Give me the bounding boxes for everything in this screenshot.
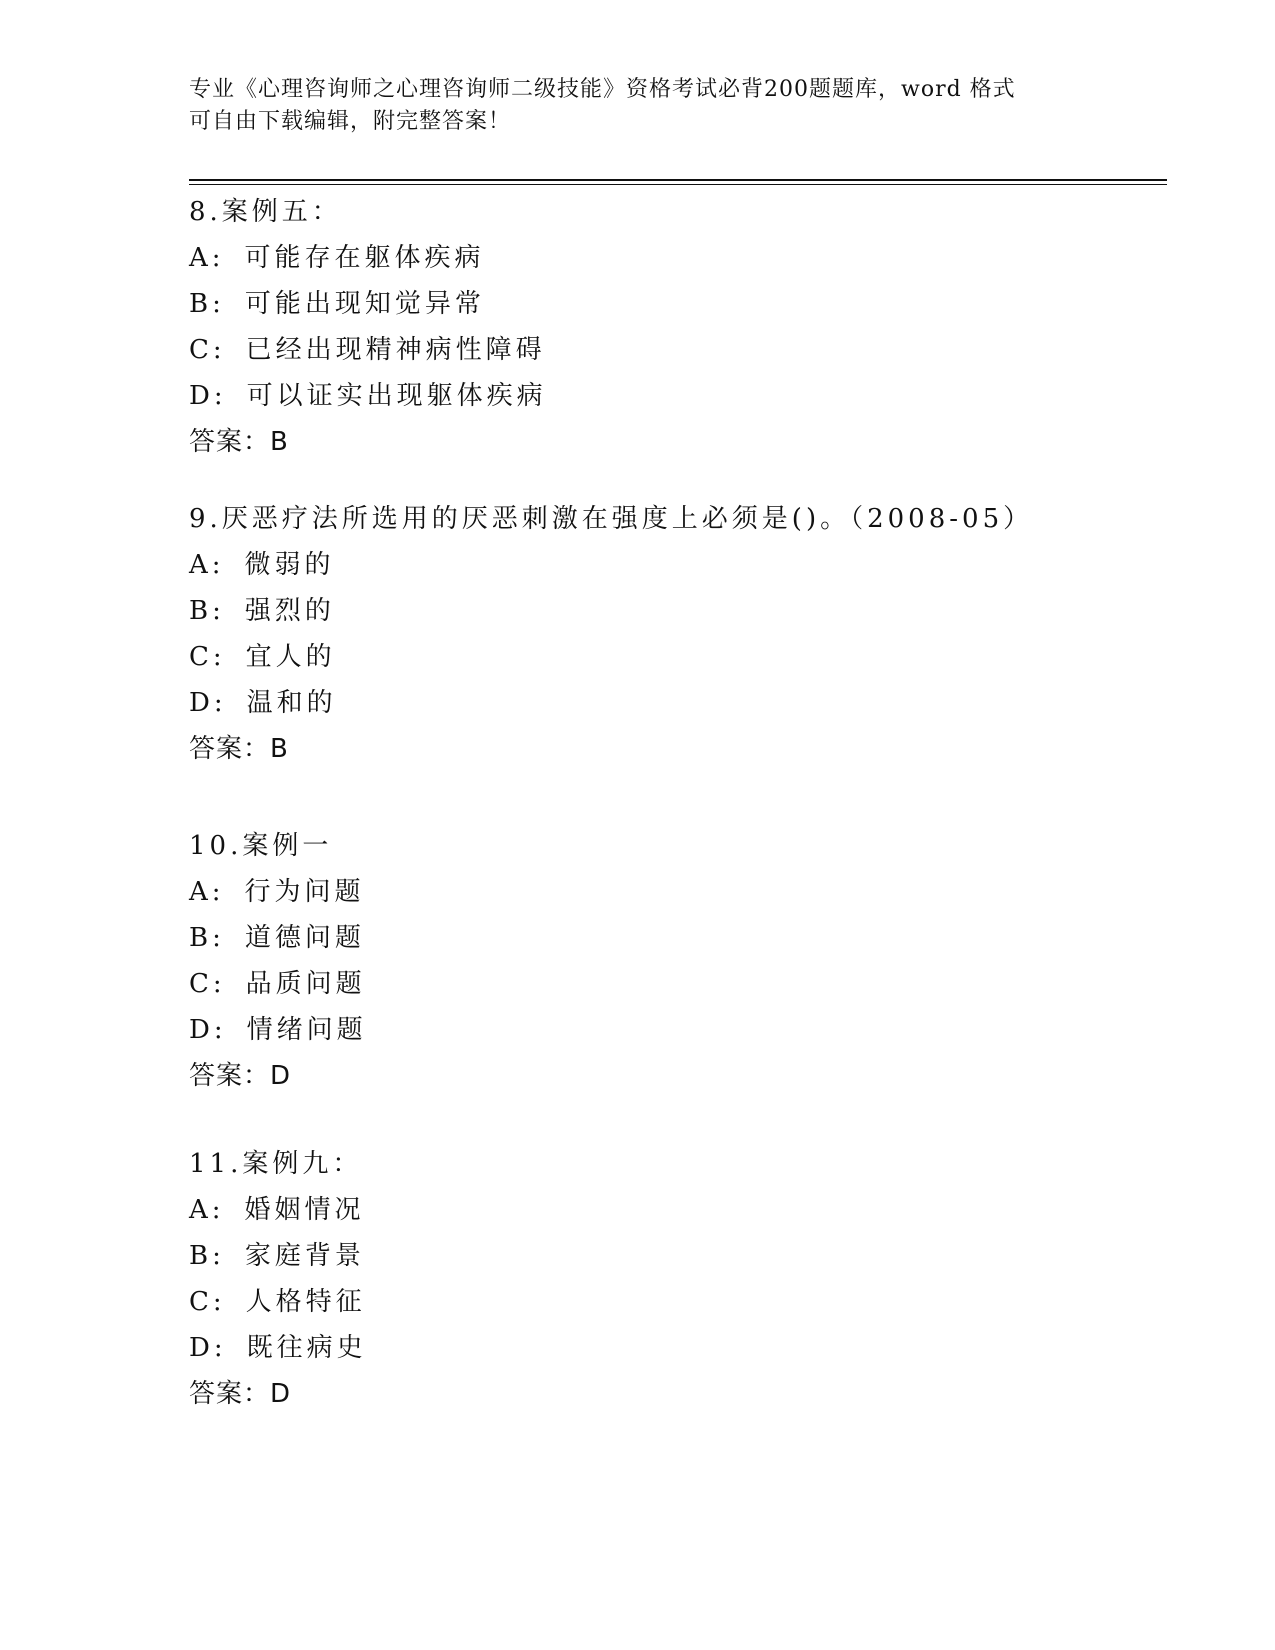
option-b bbox=[189, 281, 1189, 327]
option-letter: D: bbox=[189, 381, 227, 411]
question-title: 10.案例一 bbox=[189, 831, 333, 861]
option-letter: D: bbox=[189, 1333, 227, 1363]
option-b bbox=[189, 588, 1189, 634]
question-block bbox=[189, 823, 1189, 1099]
option-text: 婚姻情况 bbox=[244, 1195, 365, 1225]
answer-line: 答案：B bbox=[189, 734, 289, 764]
option-text: 品质问题 bbox=[245, 969, 366, 999]
option-d bbox=[189, 373, 1189, 419]
question-title: 8.案例五： bbox=[189, 197, 342, 227]
option-d bbox=[189, 1007, 1189, 1053]
option-d bbox=[189, 680, 1189, 726]
question-block bbox=[189, 496, 1189, 772]
option-a bbox=[189, 235, 1189, 281]
option-letter: B: bbox=[189, 1241, 225, 1271]
question-block bbox=[189, 1141, 1189, 1417]
option-b bbox=[189, 1233, 1189, 1279]
option-letter: B: bbox=[189, 596, 225, 626]
answer-line: 答案：B bbox=[189, 427, 289, 457]
option-text: 行为问题 bbox=[244, 877, 365, 907]
option-c bbox=[189, 961, 1189, 1007]
answer-line: 答案：D bbox=[189, 1379, 292, 1409]
option-letter: D: bbox=[189, 1015, 227, 1045]
option-letter: C: bbox=[189, 1287, 226, 1317]
question-title: 9.厌恶疗法所选用的厌恶刺激在强度上必须是()。（2008-05） bbox=[189, 504, 1034, 534]
option-text: 人格特征 bbox=[245, 1287, 366, 1317]
question-block bbox=[189, 189, 1189, 465]
option-letter: C: bbox=[189, 642, 226, 672]
option-text: 温和的 bbox=[246, 688, 337, 718]
option-text: 宜人的 bbox=[245, 642, 336, 672]
option-letter: A: bbox=[189, 877, 225, 907]
option-text: 强烈的 bbox=[244, 596, 335, 626]
option-letter: C: bbox=[189, 969, 226, 999]
option-text: 情绪问题 bbox=[246, 1015, 367, 1045]
option-letter: C: bbox=[189, 335, 226, 365]
option-text: 既往病史 bbox=[246, 1333, 367, 1363]
option-text: 可以证实出现躯体疾病 bbox=[246, 381, 547, 411]
option-a bbox=[189, 542, 1189, 588]
option-b bbox=[189, 915, 1189, 961]
header-line-2: 可自由下载编辑，附完整答案！ bbox=[189, 109, 512, 134]
option-a bbox=[189, 1187, 1189, 1233]
option-letter: B: bbox=[189, 923, 225, 953]
option-text: 微弱的 bbox=[244, 550, 335, 580]
header-divider bbox=[189, 179, 1167, 181]
option-text: 可能出现知觉异常 bbox=[244, 289, 485, 319]
header-divider-thin bbox=[189, 184, 1167, 185]
option-text: 可能存在躯体疾病 bbox=[244, 243, 485, 273]
option-c bbox=[189, 327, 1189, 373]
option-c bbox=[189, 634, 1189, 680]
option-letter: D: bbox=[189, 688, 227, 718]
answer-line: 答案：D bbox=[189, 1061, 292, 1091]
option-text: 家庭背景 bbox=[244, 1241, 365, 1271]
option-d bbox=[189, 1325, 1189, 1371]
option-letter: A: bbox=[189, 1195, 225, 1225]
option-letter: B: bbox=[189, 289, 225, 319]
question-title: 11.案例九： bbox=[189, 1149, 363, 1179]
document-header bbox=[189, 74, 1089, 138]
option-text: 道德问题 bbox=[244, 923, 365, 953]
option-letter: A: bbox=[189, 550, 225, 580]
option-a bbox=[189, 869, 1189, 915]
option-text: 已经出现精神病性障碍 bbox=[245, 335, 546, 365]
header-line-1: 专业《心理咨询师之心理咨询师二级技能》资格考试必背200题题库，word 格式 bbox=[189, 77, 1016, 102]
option-c bbox=[189, 1279, 1189, 1325]
option-letter: A: bbox=[189, 243, 225, 273]
